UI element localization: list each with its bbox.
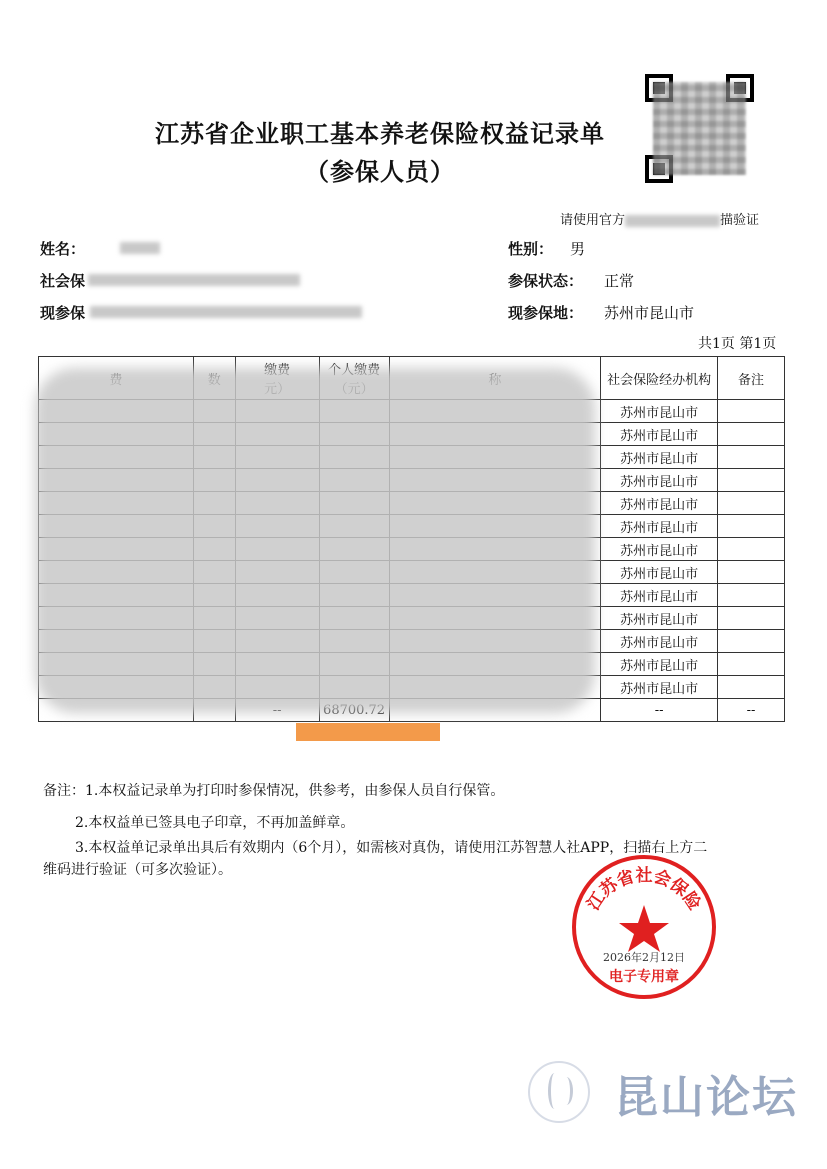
- note-1: 备注：1.本权益记录单为打印时参保情况，供参考，由参保人员自行保管。: [43, 783, 505, 799]
- forum-watermark: [528, 1055, 818, 1125]
- header-agency: 社会保险经办机构: [601, 357, 718, 400]
- gender-label: 性别：: [508, 240, 554, 258]
- seal-top-text: 江苏省社会保险: [583, 866, 705, 914]
- verify-hint-suffix: 描验证: [720, 213, 760, 228]
- agency-cell: 苏州市昆山市: [601, 561, 718, 584]
- agency-cell: 苏州市昆山市: [601, 400, 718, 423]
- watermark-text: 昆山论坛: [614, 1072, 798, 1123]
- agency-cell: 苏州市昆山市: [601, 469, 718, 492]
- electronic-seal: [570, 853, 718, 1001]
- document-title: 江苏省企业职工基本养老保险权益记录单: [155, 119, 605, 148]
- verify-hint: [560, 209, 759, 228]
- redaction-overlay: [35, 368, 595, 713]
- document-subtitle: （参保人员）: [305, 157, 455, 186]
- gender-value: 男: [570, 240, 586, 258]
- company-label: 现参保: [40, 304, 86, 322]
- agency-cell: 苏州市昆山市: [601, 492, 718, 515]
- agency-cell: 苏州市昆山市: [601, 515, 718, 538]
- ssn-value-mask: [88, 274, 300, 286]
- agency-cell: 苏州市昆山市: [601, 423, 718, 446]
- total-remark: --: [718, 699, 785, 722]
- name-label: 姓名：: [40, 240, 86, 258]
- agency-cell: 苏州市昆山市: [601, 653, 718, 676]
- note-2: 2.本权益单已签具电子印章，不再加盖鲜章。: [75, 815, 355, 831]
- agency-cell: 苏州市昆山市: [601, 538, 718, 561]
- company-value-mask: [90, 306, 362, 318]
- status-value: 正常: [604, 272, 635, 290]
- note-3: 3.本权益单记录单出具后有效期内（6个月），如需核对真伪，请使用江苏智慧人社APP，扫描右上方二: [75, 840, 708, 856]
- seal-date: 2026年2月12日: [603, 951, 685, 964]
- name-value-mask: [120, 242, 160, 254]
- seal-bottom-text: 电子专用章: [609, 969, 679, 985]
- agency-cell: 苏州市昆山市: [601, 676, 718, 699]
- agency-cell: 苏州市昆山市: [601, 584, 718, 607]
- agency-cell: 苏州市昆山市: [601, 607, 718, 630]
- agency-cell: 苏州市昆山市: [601, 630, 718, 653]
- location-value: 苏州市昆山市: [604, 304, 695, 322]
- seal-star-icon: [619, 905, 669, 952]
- watermark-logo-icon: [528, 1061, 590, 1123]
- page-info: 共1页 第1页: [698, 336, 777, 352]
- verify-hint-prefix: 请使用官方: [560, 213, 626, 228]
- status-label: 参保状态：: [508, 272, 584, 290]
- agency-cell: 苏州市昆山市: [601, 446, 718, 469]
- qr-code: [643, 72, 756, 185]
- note-4: 维码进行验证（可多次验证）。: [43, 862, 232, 878]
- header-remark: 备注: [718, 357, 785, 400]
- ssn-label: 社会保: [40, 272, 86, 290]
- location-label: 现参保地：: [508, 304, 584, 322]
- total-agency: --: [601, 699, 718, 722]
- highlight-mark: [296, 723, 440, 741]
